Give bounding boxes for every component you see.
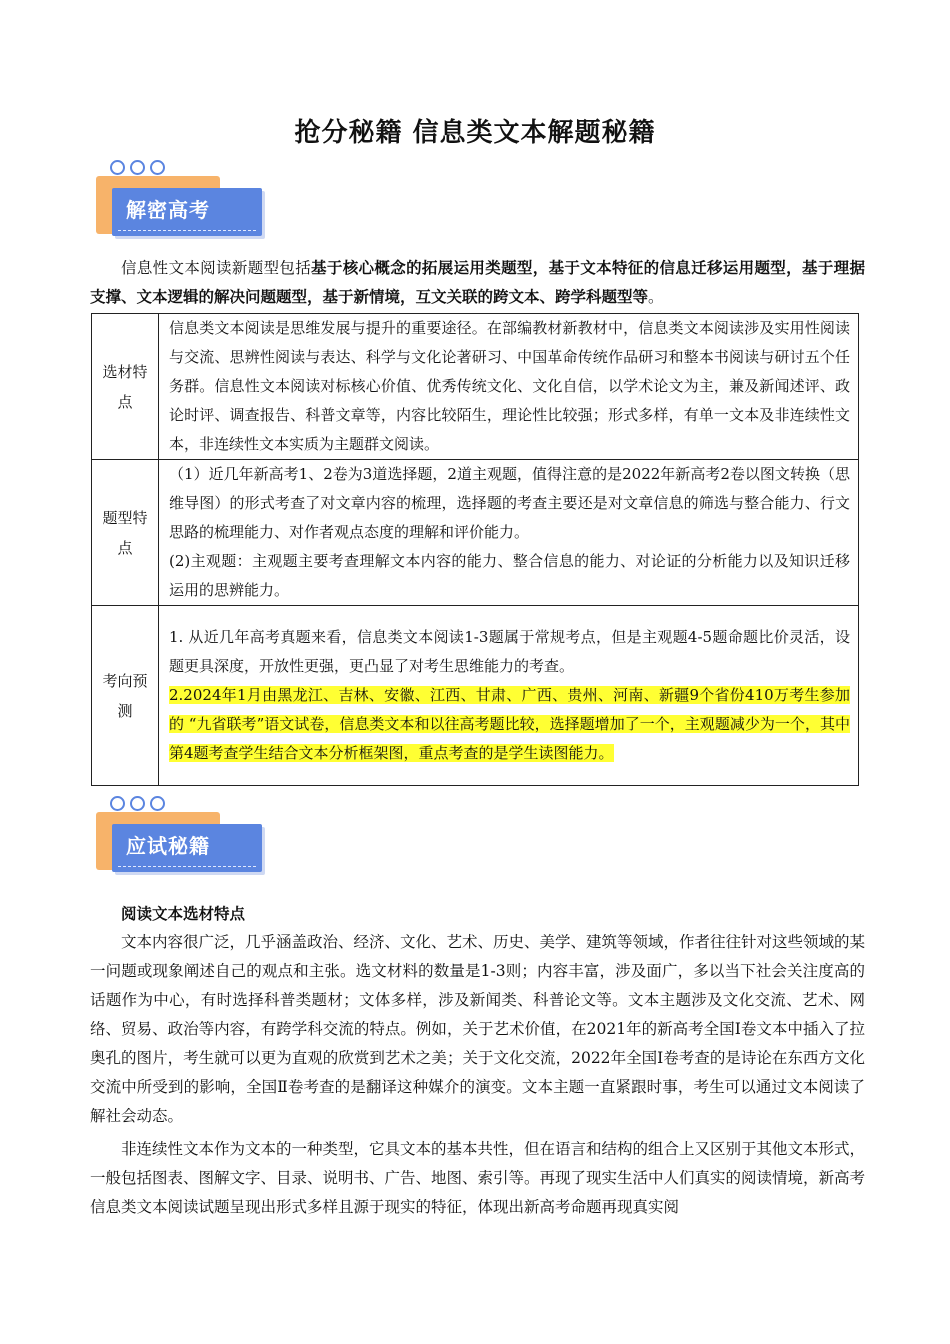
badge-label: 解密高考 (126, 198, 210, 222)
info-table (91, 313, 859, 786)
row-key: 考向预测 (92, 606, 159, 786)
row-line: (2)主观题：主观题主要考查理解文本内容的能力、整合信息的能力、对论证的分析能力以及知识迁移运用的思辨能力。 (169, 552, 850, 599)
intro-bold: 基于核心概念的拓展运用类题型，基于文本特征的信息迁移运用题型，基于理据支撑、文本逻辑的解决问题题型，基于新情境，互文关联的跨文本、跨学科题型等 (90, 259, 865, 306)
table-row (92, 460, 859, 606)
intro-tail: 。 (648, 288, 664, 306)
badge-label: 应试秘籍 (126, 834, 210, 858)
row-line-highlighted (169, 681, 850, 768)
row-line: 1. 从近几年高考真题来看，信息类文本阅读1-3题属于常规考点，但是主观题4-5题命题比价灵活，设题更具深度，开放性更强，更凸显了对考生思维能力的考查。 (169, 628, 850, 675)
row-key: 选材特点 (92, 314, 159, 460)
row-key: 题型特点 (92, 460, 159, 606)
row-value (159, 314, 859, 460)
row-line: 信息类文本阅读是思维发展与提升的重要途径。在部编教材新教材中，信息类文本阅读涉及实用性阅读与交流、思辨性阅读与表达、科学与文化论著研习、中国革命传统作品研习和整本书阅读与研讨五个任务群。信息性文本阅读对标核心价值、优秀传统文化、文化自信，以学术论文为主，兼及新闻述评、政论时评、调查报告、科普文章等，内容比较陌生，理论性比较强；形式多样，有单一文本及非连续性文本，非连续性文本实质为主题群文阅读。 (169, 319, 850, 453)
section-badge-strategy (96, 796, 268, 880)
intro-lead: 信息性文本阅读新题型包括 (121, 259, 312, 277)
body-paragraph-2: 非连续性文本作为文本的一种类型，它具文本的基本共性，但在语言和结构的组合上又区别于其他文本形式，一般包括图表、图解文字、目录、说明书、广告、地图、索引等。再现了现实生活中人们真实的阅读情境，新高考信息类文本阅读试题呈现出形式多样且源于现实的特征，体现出新高考命题再现真实阅 (90, 1140, 866, 1216)
subheading: 阅读文本选材特点 (121, 905, 246, 923)
table-row (92, 314, 859, 460)
intro-paragraph (90, 254, 865, 312)
row-line: （1）近几年新高考1、2卷为3道选择题，2道主观题，值得注意的是2022年新高考2卷以图文转换（思维导图）的形式考查了对文章内容的梳理，选择题的考查主要还是对文章信息的筛选与整合能力、行文思路的梳理能力、对作者观点态度的理解和评价能力。 (169, 465, 850, 541)
page-title: 抢分秘籍 信息类文本解题秘籍 (294, 118, 656, 148)
highlight-text: 2.2024年1月由黑龙江、吉林、安徽、江西、甘肃、广西、贵州、河南、新疆9个省份410万考生参加的 “九省联考”语文试卷，信息类文本和以往高考题比较，选择题增加了一个，主观题减少为一个，其中第4题考查学生结合文本分析框架图，重点考查的是学生读图能力。 (169, 686, 850, 762)
row-value (159, 606, 859, 786)
section-badge-decode (96, 160, 268, 244)
row-value (159, 460, 859, 606)
body-paragraph-1: 文本内容很广泛，几乎涵盖政治、经济、文化、艺术、历史、美学、建筑等领域，作者往往针对这些领域的某一问题或现象阐述自己的观点和主张。选文材料的数量是1-3则；内容丰富，涉及面广，多以当下社会关注度高的话题作为中心，有时选择科普类题材；文体多样，涉及新闻类、科普论文等。文本主题涉及文化交流、艺术、网络、贸易、政治等内容，有跨学科交流的特点。例如，关于艺术价值，在2021年的新高考全国Ⅰ卷文本中插入了拉奥孔的图片，考生就可以更为直观的欣赏到艺术之美；关于文化交流，2022年全国Ⅰ卷考查的是诗论在东西方文化交流中所受到的影响，全国Ⅱ卷考查的是翻译这种媒介的演变。文本主题一直紧跟时事，考生可以通过文本阅读了解社会动态。 (90, 933, 866, 1125)
table-row (92, 606, 859, 786)
